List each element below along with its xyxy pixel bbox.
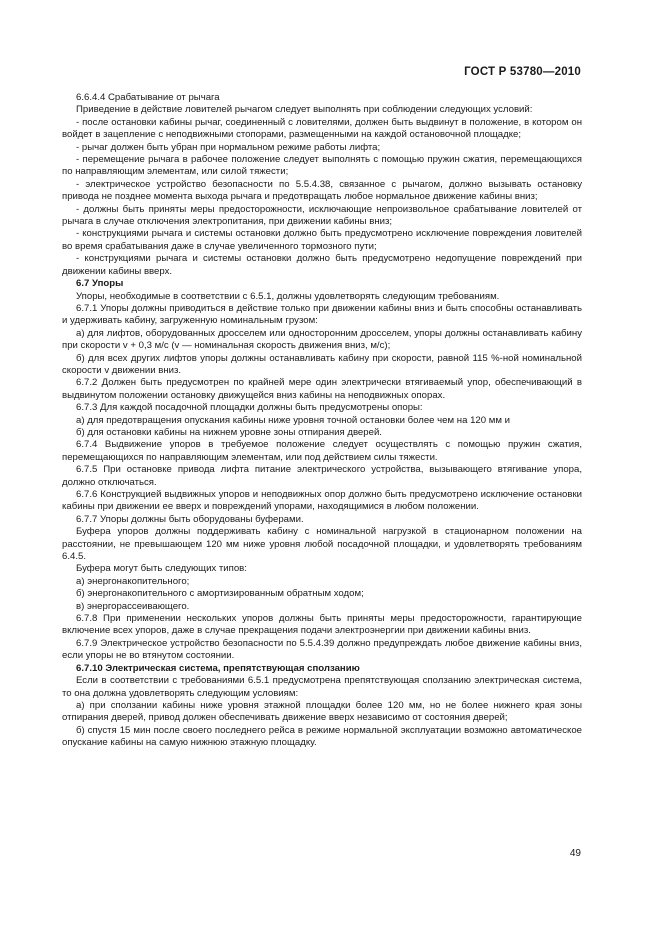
paragraph: б) спустя 15 мин после своего последнего рейса в режиме нормальной эксплуатации возможно автоматическое опускание кабины на самую нижнюю этажную площадку.	[62, 724, 582, 749]
paragraph: в) энергорассеивающего.	[76, 600, 190, 612]
paragraph: а) энергонакопительного;	[76, 575, 190, 587]
section-heading: 6.7 Упоры	[76, 278, 124, 290]
paragraph: - конструкциями рычага и системы остановки должно быть предусмотрено недопущение повреждений при движении кабины вверх.	[62, 253, 582, 277]
paragraph: 6.7.4 Выдвижение упоров в требуемое положение следует осуществлять с помощью пружин сжатия, перемещающихся по направляющим элементам, или под действием силы тяжести.	[62, 439, 582, 463]
page-number: 49	[569, 848, 581, 859]
paragraph: б) энергонакопительного с амортизированным обратным ходом;	[76, 588, 364, 600]
paragraph: 6.7.3 Для каждой посадочной площадки должны быть предусмотрены опоры:	[76, 402, 423, 414]
paragraph: а) при сползании кабины ниже уровня этажной площадки более 120 мм, но не более нижнего края зоны отпирания дверей, привод должен обеспечивать движение вверх независимо от состояния дверей;	[62, 699, 582, 724]
paragraph: а) для предотвращения опускания кабины ниже уровня точной остановки более чем на 120 мм и	[76, 414, 510, 426]
section-heading: 6.7.10 Электрическая система, препятствующая сползанию	[76, 662, 360, 674]
paragraph: Буфера могут быть следующих типов:	[76, 563, 247, 575]
paragraph: Приведение в действие ловителей рычагом следует выполнять при соблюдении следующих условий:	[76, 104, 533, 116]
paragraph: Буфера упоров должны поддерживать кабину с номинальной нагрузкой в стационарном положении на расстоянии, не превышающем 120 мм ниже уровня любой посадочной площадки, и удовлетворять требованиям 6.4.5.	[62, 526, 582, 563]
paragraph: 6.7.5 При остановке привода лифта питание электрического устройства, вызывающего втягивание упора, должно отключаться.	[62, 464, 582, 488]
paragraph: 6.7.8 При применении нескольких упоров должны быть приняты меры предосторожности, гарантирующие включение всех упоров, даже в случае прекращения подачи электроэнергии при движении кабины вниз.	[62, 613, 582, 637]
paragraph: - рычаг должен быть убран при нормальном режиме работы лифта;	[76, 141, 381, 153]
paragraph: 6.7.6 Конструкцией выдвижных упоров и неподвижных опор должно быть предусмотрено исключение остановки кабины при движении ее вверх и повреждений упорами, находящимися в любом положении.	[62, 489, 582, 513]
paragraph: - конструкциями рычага и системы остановки должно быть предусмотрено исключение повреждения ловителей во время срабатывания даже в случае увеличенного тормозного пути;	[62, 228, 582, 252]
paragraph: Если в соответствии с требованиями 6.5.1 предусмотрена препятствующая сползанию электрическая система, то она должна удовлетворять следующим условиям:	[62, 675, 582, 699]
document-body	[62, 92, 582, 750]
paragraph: б) для всех других лифтов упоры должны останавливать кабину при скорости, равной 115 %-ной номинальной скорости v движении вниз.	[62, 352, 582, 376]
paragraph: 6.7.9 Электрическое устройство безопасности по 5.5.4.39 должно предупреждать любое движение кабины вниз, если упоры не во втянутом состоянии.	[62, 637, 582, 662]
paragraph: 6.7.7 Упоры должны быть оборудованы буферами.	[76, 513, 304, 525]
paragraph: - перемещение рычага в рабочее положение следует выполнять с помощью пружин сжатия, перемещающихся по направляющим элементам, или силой тяжести;	[62, 154, 582, 178]
paragraph: 6.6.4.4 Срабатывание от рычага	[76, 92, 220, 103]
paragraph: 6.7.2 Должен быть предусмотрен по крайней мере один электрически втягиваемый упор, обеспечивающий в выдвинутом положении остановку движущейся вниз кабины на неподвижных опорах.	[62, 377, 582, 401]
paragraph: - должны быть приняты меры предосторожности, исключающие непроизвольное срабатывание ловителей от рычага в случае отключения электропитания, при движении кабины вниз;	[62, 203, 582, 228]
paragraph: - после остановки кабины рычаг, соединенный с ловителями, должен быть выдвинут в положение, в котором он войдет в зацепление с неподвижными стопорами, размещенными на каждой остановочной площадке;	[62, 116, 582, 141]
paragraph: 6.7.1 Упоры должны приводиться в действие только при движении кабины вниз и быть способны останавливать и удерживать кабину, загруженную номинальным грузом:	[62, 302, 582, 327]
paragraph: б) для остановки кабины на нижнем уровне зоны отпирания дверей.	[76, 426, 382, 438]
paragraph: Упоры, необходимые в соответствии с 6.5.1, должны удовлетворять следующим требованиям.	[76, 290, 500, 302]
paragraph: а) для лифтов, оборудованных дросселем или односторонним дросселем, упоры должны останавливать кабину при скорости v + 0,3 м/с (v — номинальная скорость движения вниз, м/с);	[62, 327, 582, 352]
document-header: ГОСТ Р 53780—2010	[464, 66, 581, 78]
paragraph: - электрическое устройство безопасности по 5.5.4.38, связанное с рычагом, должно вызывать остановку привода не позднее момента выхода рычага и предотвращать любое нормальное движение кабины вниз;	[62, 178, 582, 203]
